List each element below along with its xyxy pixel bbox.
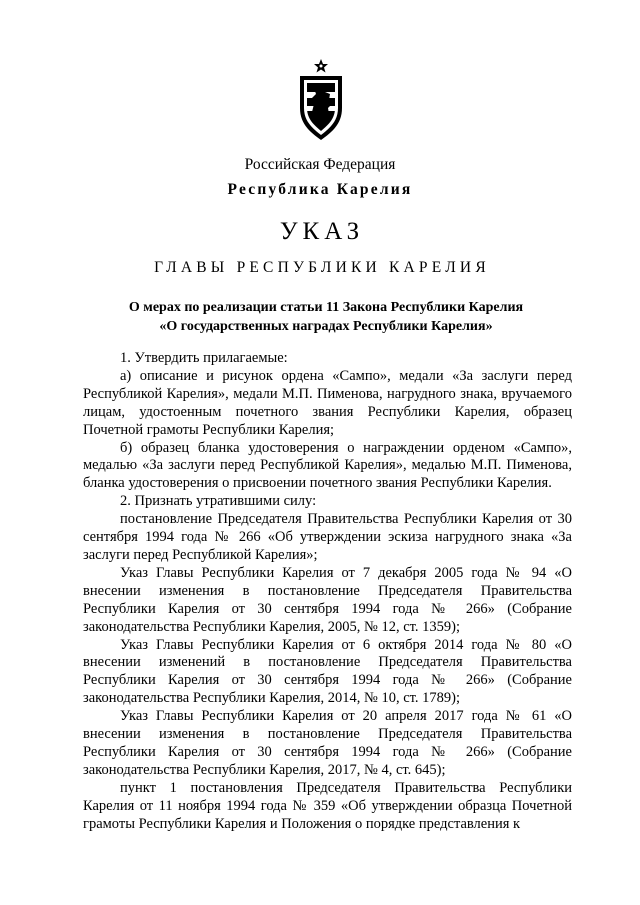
country-name: Российская Федерация — [244, 156, 396, 173]
paragraph: Указ Главы Республики Карелия от 7 декабря 2005 года № 94 «О внесении изменения в постановление Председателя Правительства Республики Карелия от 30 сентября 1994 года № 266» (Собрание законодательства Республики Карелия, 2005, № 12, ст. 1359); — [83, 564, 572, 635]
paragraph: постановление Председателя Правительства Республики Карелия от 30 сентября 1994 года № 266 «Об утверждении эскиза нагрудного знака «За заслуги перед Республикой Карелия»; — [83, 511, 572, 563]
paragraph: пункт 1 постановления Председателя Правительства Республики Карелия от 11 ноября 1994 года № 359 «Об утверждении образца Почетной грамоты Республики Карелия и Положения о порядке представления к — [83, 779, 572, 832]
paragraph: 2. Признать утратившими силу: — [120, 493, 317, 510]
paragraph: Указ Главы Республики Карелия от 6 октября 2014 года № 80 «О внесении изменений в постановление Председателя Правительства Республики Карелия от 30 сентября 1994 года № 266» (Собрание законодательства Республики Карелия, 2014, № 10, ст. 1789); — [83, 636, 572, 707]
title-line-1: О мерах по реализации статьи 11 Закона Республики Карелия — [128, 300, 524, 315]
paragraph: а) описание и рисунок ордена «Сампо», медали «За заслуги перед Республикой Карелия», медали М.П. Пименова, нагрудного знака, вручаемого лицам, удостоенным почетного звания Республики Карелия, образец Почетной грамоты Республики Карелия; — [83, 367, 572, 438]
document-type: УКАЗ — [279, 218, 365, 245]
paragraph: Указ Главы Республики Карелия от 20 апреля 2017 года № 61 «О внесении изменения в постановление Председателя Правительства Республики Карелия от 30 сентября 1994 года № 266» (Собрание законодательства Республики Карелия, 2017, № 4, ст. 645); — [83, 708, 572, 778]
document-body — [83, 350, 572, 833]
document-title — [6, 298, 640, 336]
issuer: ГЛАВЫ РЕСПУБЛИКИ КАРЕЛИЯ — [154, 259, 490, 276]
paragraph: б) образец бланка удостоверения о награждении орденом «Сампо», медалью «За заслуги перед Республикой Карелия», медалью М.П. Пименова, бланка удостоверения о присвоении почетного звания Республики Карелия. — [83, 439, 572, 492]
paragraph: 1. Утвердить прилагаемые: — [120, 350, 288, 366]
karelia-coat-of-arms-icon — [296, 58, 346, 142]
title-line-2: «О государственных наградах Республики Карелия» — [159, 319, 493, 334]
republic-name: Республика Карелия — [227, 181, 413, 198]
